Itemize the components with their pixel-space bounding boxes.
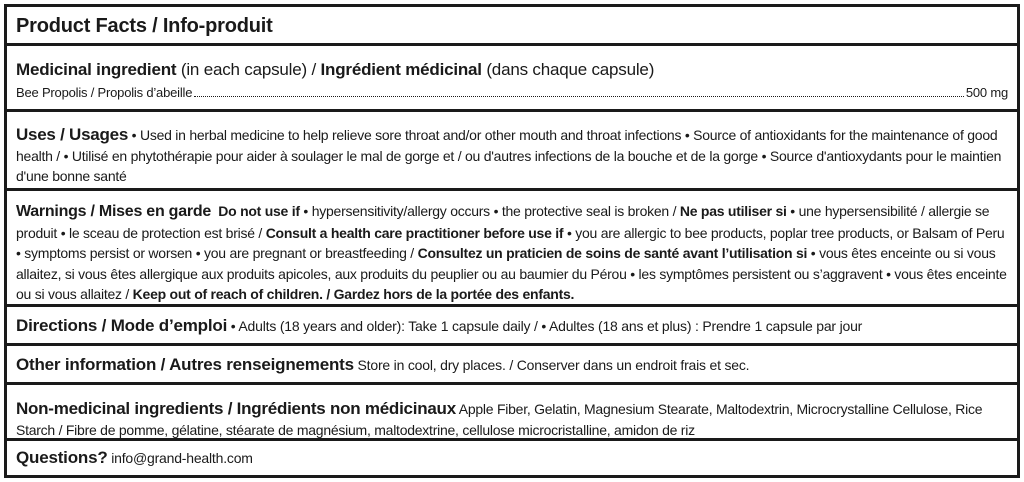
- consult-fr: Consultez un praticien de soins de santé avant l’utilisation si: [417, 245, 808, 261]
- non-medicinal-section: [7, 385, 1017, 441]
- medicinal-heading-fr: Ingrédient médicinal: [320, 60, 482, 79]
- dot-leader: [194, 96, 964, 97]
- questions-section: [7, 441, 1017, 478]
- do-not-use-list-en: • hypersensitivity/allergy occurs • the protective seal is broken /: [299, 203, 680, 219]
- consult-en: Consult a health care practitioner before use if: [265, 224, 564, 241]
- ingredient-line: [16, 85, 1008, 100]
- product-facts-panel: [4, 4, 1020, 478]
- non-medicinal-paragraph: [16, 399, 1008, 440]
- questions-line: [16, 441, 1008, 475]
- warnings-paragraph: [16, 201, 1008, 305]
- consult-list-fr: • vous êtes enceinte ou si vous allaitez, si vous êtes allergique aux produits apicoles, aux produits du peuplier ou au baumier du Pérou • les symptômes persistent ou s’aggravent • vous êtes enceinte ou si vous allaitez /: [16, 245, 1007, 302]
- ingredient-amount: 500 mg: [965, 85, 1008, 100]
- directions-text: • Adults (18 years and older): Take 1 capsule daily / • Adultes (18 ans et plus) : Prendre 1 capsule par jour: [227, 318, 863, 334]
- directions-heading: Directions / Mode d’emploi: [16, 316, 228, 335]
- warnings-section: [7, 191, 1017, 307]
- non-medicinal-text: Apple Fiber, Gelatin, Magnesium Stearate, Maltodextrin, Microcrystalline Cellulose, Rice Starch / Fibre de pomme, gélatine, stéarate de magnésium, maltodextrine, cellulose microcristalline, amidon de riz: [16, 401, 983, 438]
- non-medicinal-heading: Non-medicinal ingredients / Ingrédients non médicinaux: [16, 399, 456, 418]
- other-information-heading: Other information / Autres renseignements: [16, 355, 354, 374]
- questions-heading: Questions?: [16, 448, 108, 467]
- ingredient-name: Bee Propolis / Propolis d’abeille: [16, 85, 193, 100]
- uses-heading: Uses / Usages: [16, 125, 129, 144]
- directions-section: [7, 307, 1017, 346]
- do-not-use-list-fr: • une hypersensibilité / allergie se produit • le sceau de protection est brisé /: [16, 203, 990, 241]
- medicinal-heading: [16, 60, 1008, 81]
- warnings-heading: Warnings / Mises en garde: [16, 203, 211, 220]
- panel-title: Product Facts / Info-produit: [16, 15, 273, 37]
- consult-list-en: • you are allergic to bee products, poplar tree products, or Balsam of Peru • symptoms persist or worsen • you are pregnant or breastfeeding /: [16, 224, 1005, 261]
- medicinal-heading-note-fr: (dans chaque capsule): [481, 60, 655, 79]
- uses-paragraph: [16, 125, 1008, 187]
- uses-text: • Used in herbal medicine to help relieve sore throat and/or other mouth and throat infections • Source of antioxidants for the maintenance of good health / • Utilisé en phytothérapie pour aider à soulager le mal de gorge et / ou d'autres infections de la bouche et de la gorge • Source d'antioxydants pour le maintien d'une bonne santé: [16, 127, 1002, 184]
- other-information-text: Store in cool, dry places. / Conserver dans un endroit frais et sec.: [353, 357, 750, 373]
- keep-out-of-reach: Keep out of reach of children. / Gardez hors de la portée des enfants.: [132, 286, 575, 302]
- do-not-use-fr: Ne pas utiliser si: [679, 203, 787, 219]
- do-not-use-en: Do not use if: [218, 203, 300, 219]
- medicinal-heading-en: Medicinal ingredient: [16, 60, 177, 79]
- directions-line: [16, 307, 1008, 345]
- medicinal-ingredient-section: [7, 46, 1017, 112]
- contact-email: info@grand-health.com: [107, 450, 253, 466]
- other-information-line: [16, 346, 1008, 384]
- title-row: [7, 7, 1017, 46]
- other-information-section: [7, 346, 1017, 385]
- uses-section: [7, 112, 1017, 191]
- medicinal-heading-note-en: (in each capsule) /: [176, 60, 321, 79]
